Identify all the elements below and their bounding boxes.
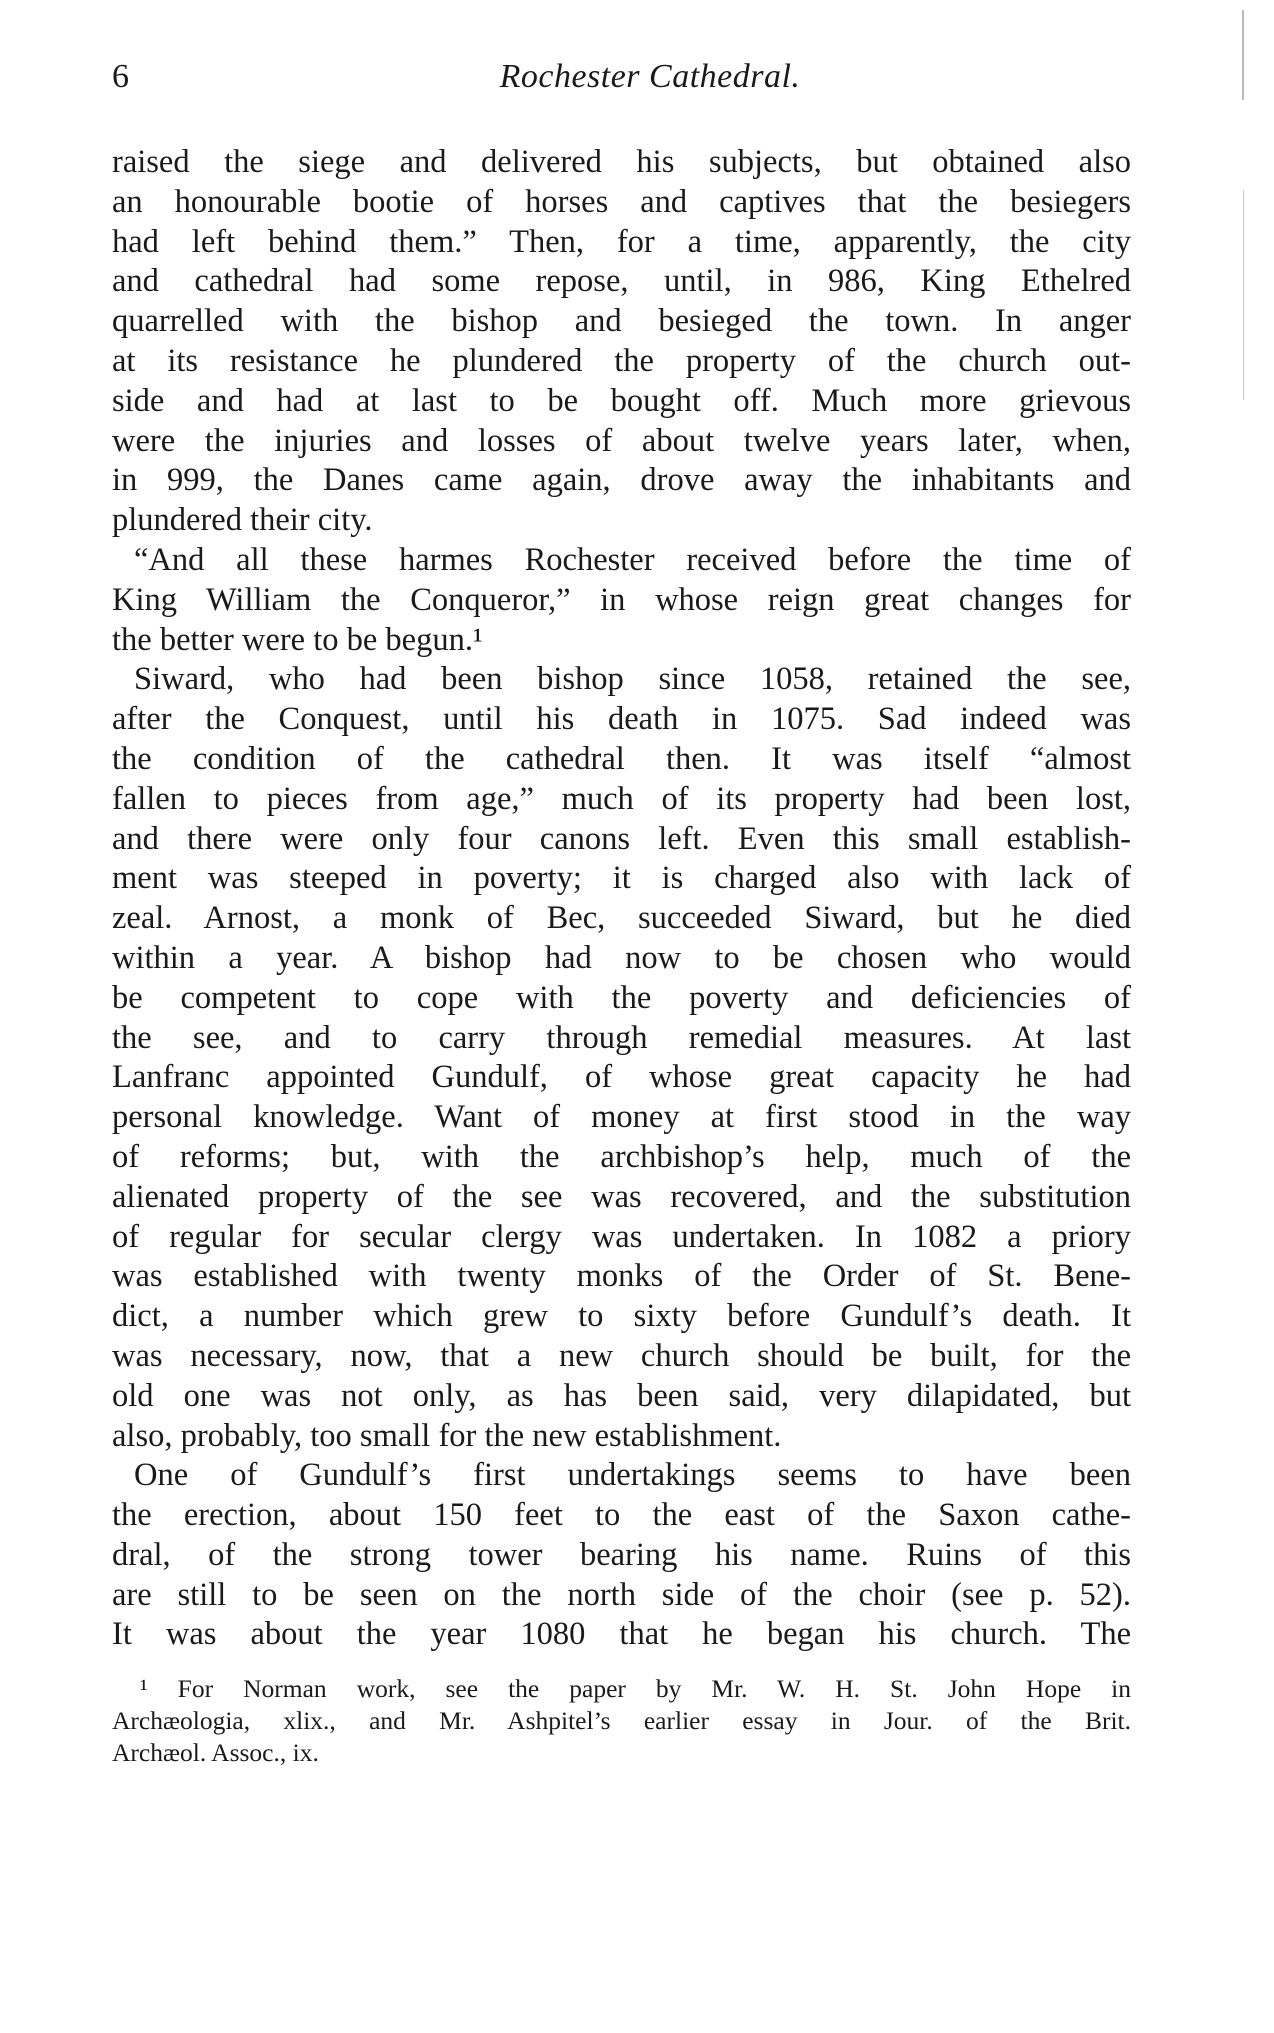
text-line: alienated property of the see was recovered, and the substitution — [112, 1178, 1131, 1215]
paragraph — [112, 143, 1131, 541]
scan-edge-mark — [1243, 190, 1244, 400]
paragraph — [112, 541, 1131, 660]
text-line: dral, of the strong tower bearing his name. Ruins of this — [112, 1536, 1131, 1573]
text-line: Siward, who had been bishop since 1058, retained the see, — [134, 661, 1131, 698]
text-line: fallen to pieces from age,” much of its property had been lost, — [112, 780, 1131, 817]
text-line: of regular for secular clergy was undertaken. In 1082 a priory — [112, 1218, 1131, 1255]
text-line: dict, a number which grew to sixty before Gundulf’s death. It — [112, 1298, 1131, 1335]
footnote-line: Archæol. Assoc., ix. — [112, 1738, 319, 1767]
text-line: of reforms; but, with the archbishop’s help, much of the — [112, 1138, 1131, 1175]
text-line: the better were to be begun.¹ — [112, 621, 483, 658]
text-line: was established with twenty monks of the Order of St. Bene- — [112, 1258, 1131, 1295]
paragraph — [112, 660, 1131, 1456]
text-line: King William the Conqueror,” in whose reign great changes for — [112, 581, 1131, 618]
text-line: side and had at last to be bought off. Much more grievous — [112, 382, 1131, 419]
text-line: had left behind them.” Then, for a time, apparently, the city — [112, 223, 1131, 260]
text-line: One of Gundulf’s first undertakings seems to have been — [134, 1457, 1131, 1494]
text-line: are still to be seen on the north side of the choir (see p. 52). — [112, 1576, 1131, 1613]
text-line: and cathedral had some repose, until, in 986, King Ethelred — [112, 263, 1131, 300]
text-line: ment was steeped in poverty; it is charged also with lack of — [112, 860, 1131, 897]
text-line: be competent to cope with the poverty and deficiencies of — [112, 979, 1131, 1016]
text-line: raised the siege and delivered his subjects, but obtained also — [112, 144, 1131, 180]
text-line: after the Conquest, until his death in 1075. Sad indeed was — [112, 701, 1131, 738]
text-line: also, probably, too small for the new establishment. — [112, 1417, 782, 1454]
running-title: Rochester Cathedral. — [499, 58, 801, 95]
scan-edge-mark — [1242, 10, 1244, 100]
page-number: 6 — [112, 58, 129, 95]
page-header — [112, 58, 1131, 102]
text-line: an honourable bootie of horses and captives that the besiegers — [112, 183, 1131, 220]
text-line: personal knowledge. Want of money at first stood in the way — [112, 1099, 1131, 1136]
text-line: Lanfranc appointed Gundulf, of whose great capacity he had — [112, 1059, 1131, 1096]
text-line: were the injuries and losses of about twelve years later, when, — [112, 422, 1131, 459]
text-line: within a year. A bishop had now to be chosen who would — [112, 939, 1131, 976]
text-line: was necessary, now, that a new church should be built, for the — [112, 1337, 1131, 1374]
text-line: the condition of the cathedral then. It was itself “almost — [112, 740, 1131, 777]
text-line: zeal. Arnost, a monk of Bec, succeeded Siward, but he died — [112, 900, 1131, 937]
text-line: “And all these harmes Rochester received before the time of — [134, 541, 1131, 578]
text-line: the see, and to carry through remedial measures. At last — [112, 1019, 1131, 1056]
text-line: quarrelled with the bishop and besieged the town. In anger — [112, 303, 1131, 340]
text-line: in 999, the Danes came again, drove away the inhabitants and — [112, 462, 1131, 499]
footnote — [112, 1673, 1131, 1769]
text-line: at its resistance he plundered the property of the church out- — [112, 342, 1131, 379]
text-line: plundered their city. — [112, 502, 373, 539]
text-line: It was about the year 1080 that he began his church. The — [112, 1616, 1131, 1653]
text-line: old one was not only, as has been said, very dilapidated, but — [112, 1377, 1131, 1414]
paragraph — [112, 1456, 1131, 1655]
footnote-line: Archæologia, xlix., and Mr. Ashpitel’s earlier essay in Jour. of the Brit. — [112, 1706, 1131, 1735]
text-line: and there were only four canons left. Even this small establish- — [112, 820, 1131, 857]
body-text — [112, 143, 1131, 1655]
text-line: the erection, about 150 feet to the east of the Saxon cathe- — [112, 1497, 1131, 1534]
footnote-line: ¹ For Norman work, see the paper by Mr. W. H. St. John Hope in — [140, 1674, 1131, 1703]
